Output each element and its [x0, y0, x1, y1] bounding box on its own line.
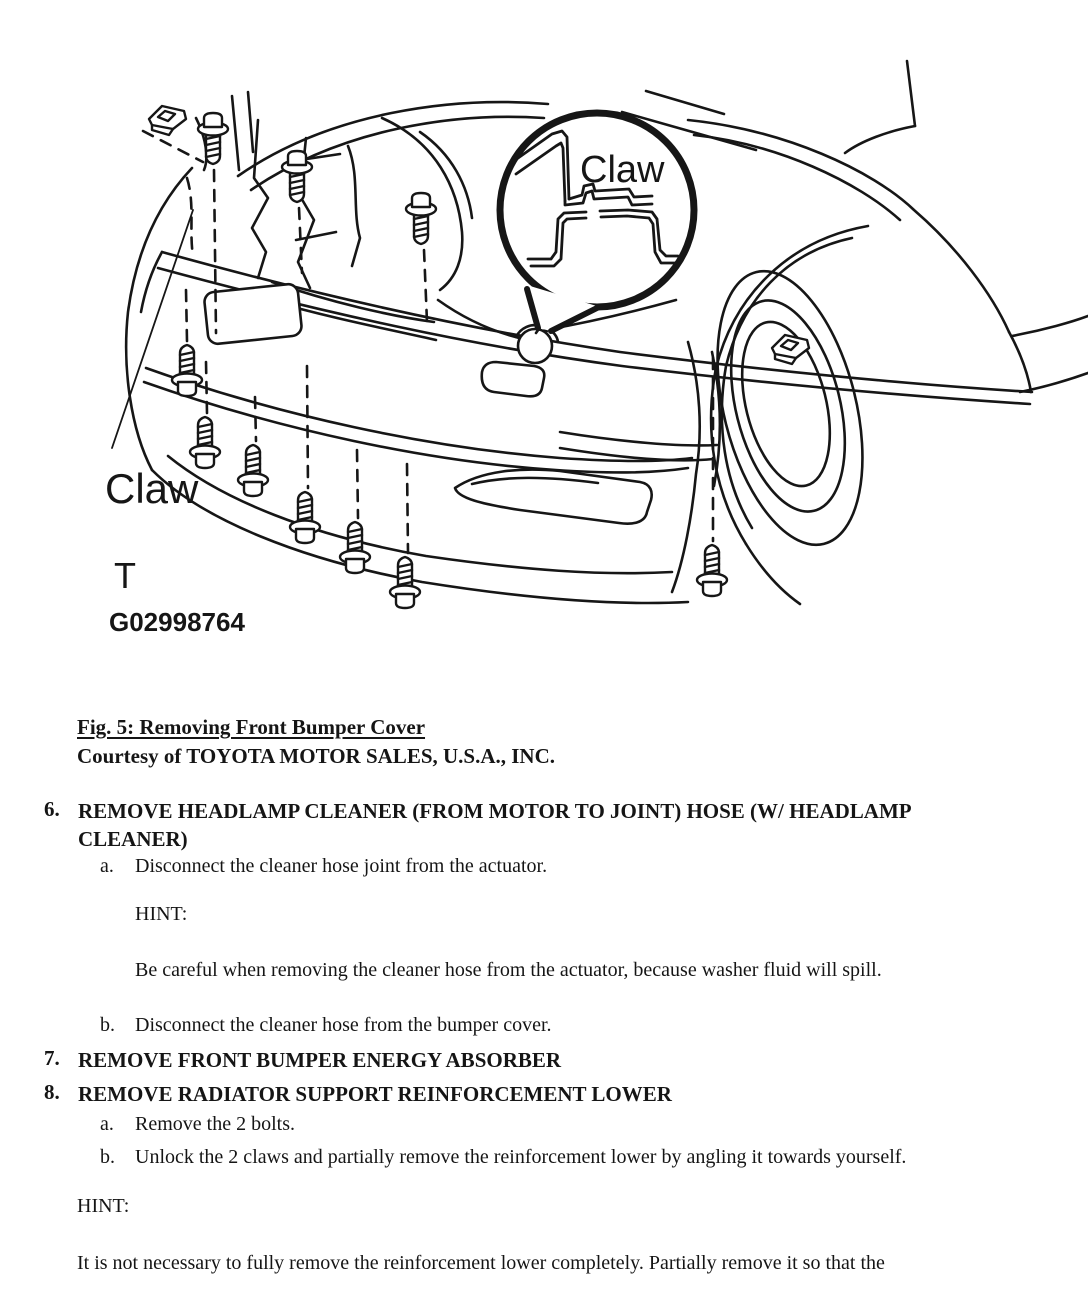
step8-number: 8. — [44, 1080, 60, 1104]
step8b-text: Unlock the 2 claws and partially remove the reinforcement lower by angling it towards yourself. — [135, 1146, 907, 1168]
footer-hint-text: It is not necessary to fully remove the reinforcement lower completely. Partially remove it so that the — [77, 1252, 885, 1274]
step6-number: 6. — [44, 797, 60, 821]
figure-caption-courtesy: Courtesy of TOYOTA MOTOR SALES, U.S.A., INC. — [77, 744, 556, 768]
step8a-text: Remove the 2 bolts. — [135, 1113, 295, 1135]
screw-icon — [198, 113, 228, 164]
step6a-marker: a. — [100, 855, 114, 877]
step8a-marker: a. — [100, 1113, 114, 1135]
step6-heading: REMOVE HEADLAMP CLEANER (FROM MOTOR TO JOINT) HOSE (W/ HEADLAMP CLEANER) — [78, 799, 911, 851]
figure-code-label: G02998764 — [109, 607, 245, 637]
side-claw-label: Claw — [105, 465, 199, 512]
step7-number: 7. — [44, 1046, 60, 1070]
figure-caption-title-text: Fig. 5: Removing Front Bumper Cover — [77, 715, 426, 739]
washer-actuator-detail — [482, 325, 558, 396]
screw-icon — [190, 417, 220, 468]
step6-hint-text: Be careful when removing the cleaner hose from the actuator, because washer fluid will spill. — [135, 959, 882, 981]
inset-claw-label: Claw — [580, 149, 665, 191]
screw-icon — [290, 492, 320, 543]
screw-icon — [238, 445, 268, 496]
footer-hint-label: HINT: — [77, 1195, 130, 1217]
step6b-text: Disconnect the cleaner hose from the bumper cover. — [135, 1014, 552, 1036]
step6b-marker: b. — [100, 1014, 115, 1036]
figure-caption-title — [77, 714, 425, 740]
step6-hint-label: HINT: — [135, 903, 188, 925]
step8b-marker: b. — [100, 1146, 115, 1168]
figure-t-label: T — [114, 555, 136, 596]
step8-heading: REMOVE RADIATOR SUPPORT REINFORCEMENT LOWER — [78, 1082, 672, 1106]
screw-icon — [172, 345, 202, 396]
clip-icon — [149, 106, 186, 135]
screw-icon — [390, 557, 420, 608]
claw-detail-inset — [500, 113, 694, 331]
screw-icon — [406, 193, 436, 244]
step6a-text: Disconnect the cleaner hose joint from the actuator. — [135, 855, 548, 877]
clip-icon — [772, 335, 809, 364]
screw-icon — [697, 545, 727, 596]
step7-heading: REMOVE FRONT BUMPER ENERGY ABSORBER — [78, 1048, 562, 1072]
